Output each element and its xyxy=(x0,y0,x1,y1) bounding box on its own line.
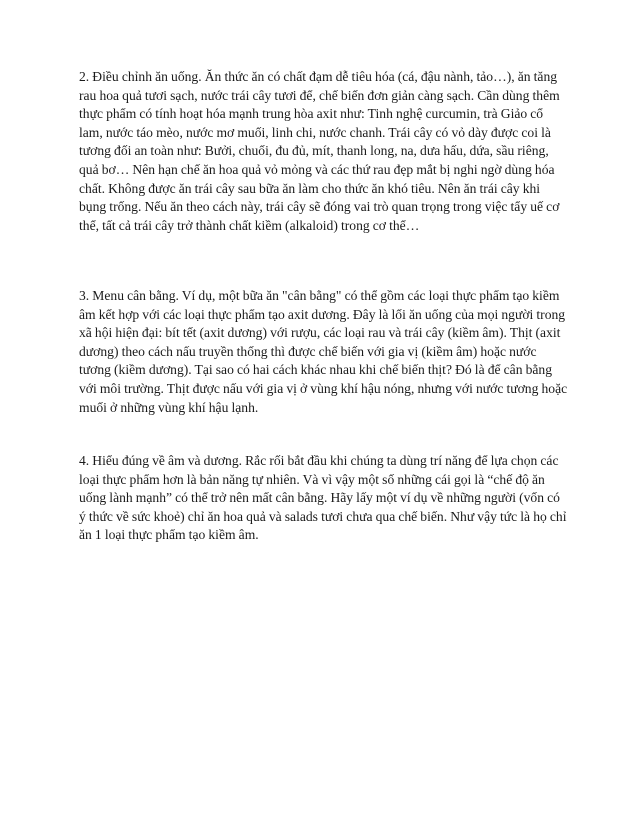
paragraph-diet-adjustment: 2. Điều chỉnh ăn uống. Ăn thức ăn có chất đạm dễ tiêu hóa (cá, đậu nành, tảo…), ăn tăng rau hoa quả tươi sạch, nước trái cây tươi để, chế biến đơn giản càng sạch. Cần dùng thêm thực phẩm có tính hoạt hóa mạnh trung hòa axit như: Tinh nghệ curcumin, trà Giảo cổ lam, nước táo mèo, nước mơ muối, linh chi, nước chanh. Trái cây có vỏ dày được coi là tương đối an toàn như: Bưởi, chuối, đu đủ, mít, thanh long, na, dưa hấu, dứa, sầu riêng, quả bơ… Nên hạn chế ăn hoa quả vỏ mỏng và các thứ rau đẹp mắt bị nghi ngờ dùng hóa chất. Không được ăn trái cây sau bữa ăn làm cho thức ăn khó tiêu. Nên ăn trái cây khi bụng trống. Nếu ăn theo cách này, trái cây sẽ đóng vai trò quan trọng trong việc tẩy uế cơ thể, tất cả trái cây trở thành chất kiềm (alkaloid) trong cơ thể… xyxy=(79,69,560,233)
paragraph-balanced-menu: 3. Menu cân bằng. Ví dụ, một bữa ăn "cân bằng" có thể gồm các loại thực phẩm tạo kiềm âm kết hợp với các loại thực phẩm tạo axit dương. Đây là lối ăn uống của mọi người trong xã hội hiện đại: bít tết (axit dương) với rượu, các loại rau và trái cây (kiềm âm). Thịt (axit dương) theo cách nấu truyền thống thì được chế biến với gia vị (kiềm âm) hoặc nước tương (kiềm dương). Tại sao có hai cách khác nhau khi chế biến thịt? Đó là để cân bằng với môi trường. Thịt được nấu với gia vị ở vùng khí hậu nóng, nhưng với nước tương hoặc muối ở những vùng khí hậu lạnh. xyxy=(79,288,568,415)
paragraph-yin-yang: 4. Hiểu đúng về âm và dương. Rắc rối bắt đầu khi chúng ta dùng trí năng để lựa chọn các loại thực phẩm hơn là bản năng tự nhiên. Và vì vậy một số những cái gọi là “chế độ ăn uống lành mạnh” có thể trở nên mất cân bằng. Hãy lấy một ví dụ về những người (vốn có ý thức về sức khoẻ) chỉ ăn hoa quả và salads tươi chưa qua chế biến. Như vậy tức là họ chỉ ăn 1 loại thực phẩm tạo kiềm âm. xyxy=(79,453,567,543)
